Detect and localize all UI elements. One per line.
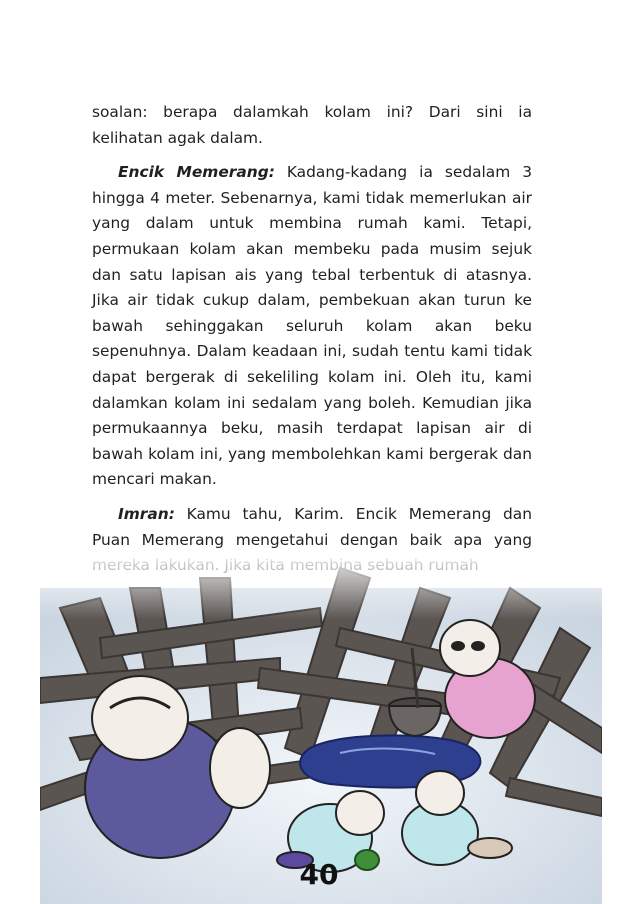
paragraph-3-text: Kamu tahu, Karim. Encik Memerang dan Puan Memerang mengetahui dengan baik apa yang <box>92 504 532 549</box>
speaker-encik-memerang: Encik Memerang: <box>118 163 275 182</box>
speaker-imran: Imran: <box>118 504 175 523</box>
paragraph-2 <box>92 160 532 493</box>
story-text <box>92 100 532 579</box>
paragraph-1 <box>92 100 532 151</box>
paragraph-1-text: soalan: berapa dalamkah kolam ini? Dari sini ia kelihatan agak dalam. <box>92 103 532 147</box>
paragraph-2-text: Kadang-kadang ia sedalam 3 hingga 4 meter. Sebenarnya, kami tidak memerlukan air yang dalam untuk membina rumah kami. Tetapi, permukaan kolam akan membeku pada musim sejuk dan satu lapisan ais yang tebal terbentuk di atasnya. Jika air tidak cukup dalam, pembekuan akan turun ke bawah sehinggakan seluruh kolam akan beku sepenuhnya. Dalam keadaan ini, sudah tentu kami tidak dapat bergerak di sekeliling kolam ini. Oleh itu, kami dalamkan kolam ini sedalam yang boleh. Kemudian jika permukaannya beku, masih terdapat lapisan air di bawah kolam ini, yang membolehkan kami bergerak dan mencari makan. <box>92 163 533 489</box>
lodge-illustration <box>40 548 602 904</box>
page-number: 40 <box>299 858 339 891</box>
